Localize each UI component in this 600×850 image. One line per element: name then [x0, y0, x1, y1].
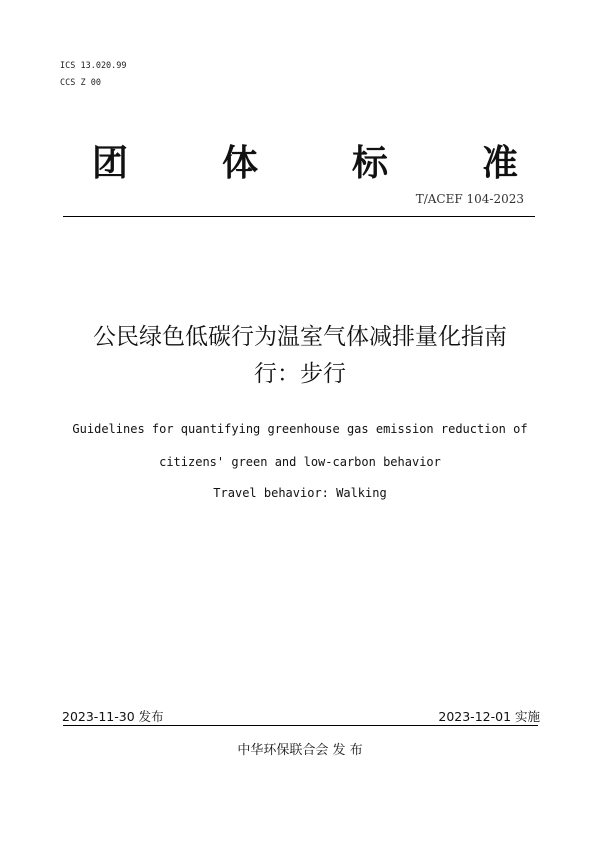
standard-kind-char: 标 [351, 142, 388, 184]
english-title-line-1: Guidelines for quantifying greenhouse gas emission reduction of [72, 422, 528, 436]
ics-code: ICS 13.020.99 [60, 61, 127, 71]
standard-kind-char: 准 [481, 142, 518, 184]
chinese-title-line-1: 公民绿色低碳行为温室气体减排量化指南 [93, 324, 507, 350]
standard-kind-heading [92, 136, 518, 184]
footer-divider [63, 725, 538, 726]
publisher: 中华环保联合会 发 布 [237, 743, 363, 758]
ccs-code: CCS Z 00 [60, 78, 101, 88]
english-title-line-2: citizens' green and low-carbon behavior [159, 455, 441, 469]
english-title-line-3: Travel behavior: Walking [213, 486, 387, 500]
chinese-title-line-2: 行：步行 [254, 361, 346, 387]
classification-codes [60, 58, 127, 92]
implementation-date: 2023-12-01 实施 [438, 709, 540, 724]
header-divider [63, 216, 535, 217]
issue-date: 2023-11-30 发布 [62, 709, 164, 724]
standard-kind-char: 体 [221, 142, 258, 184]
standard-kind-char: 团 [92, 142, 129, 184]
standard-number: T/ACEF 104-2023 [415, 192, 524, 206]
